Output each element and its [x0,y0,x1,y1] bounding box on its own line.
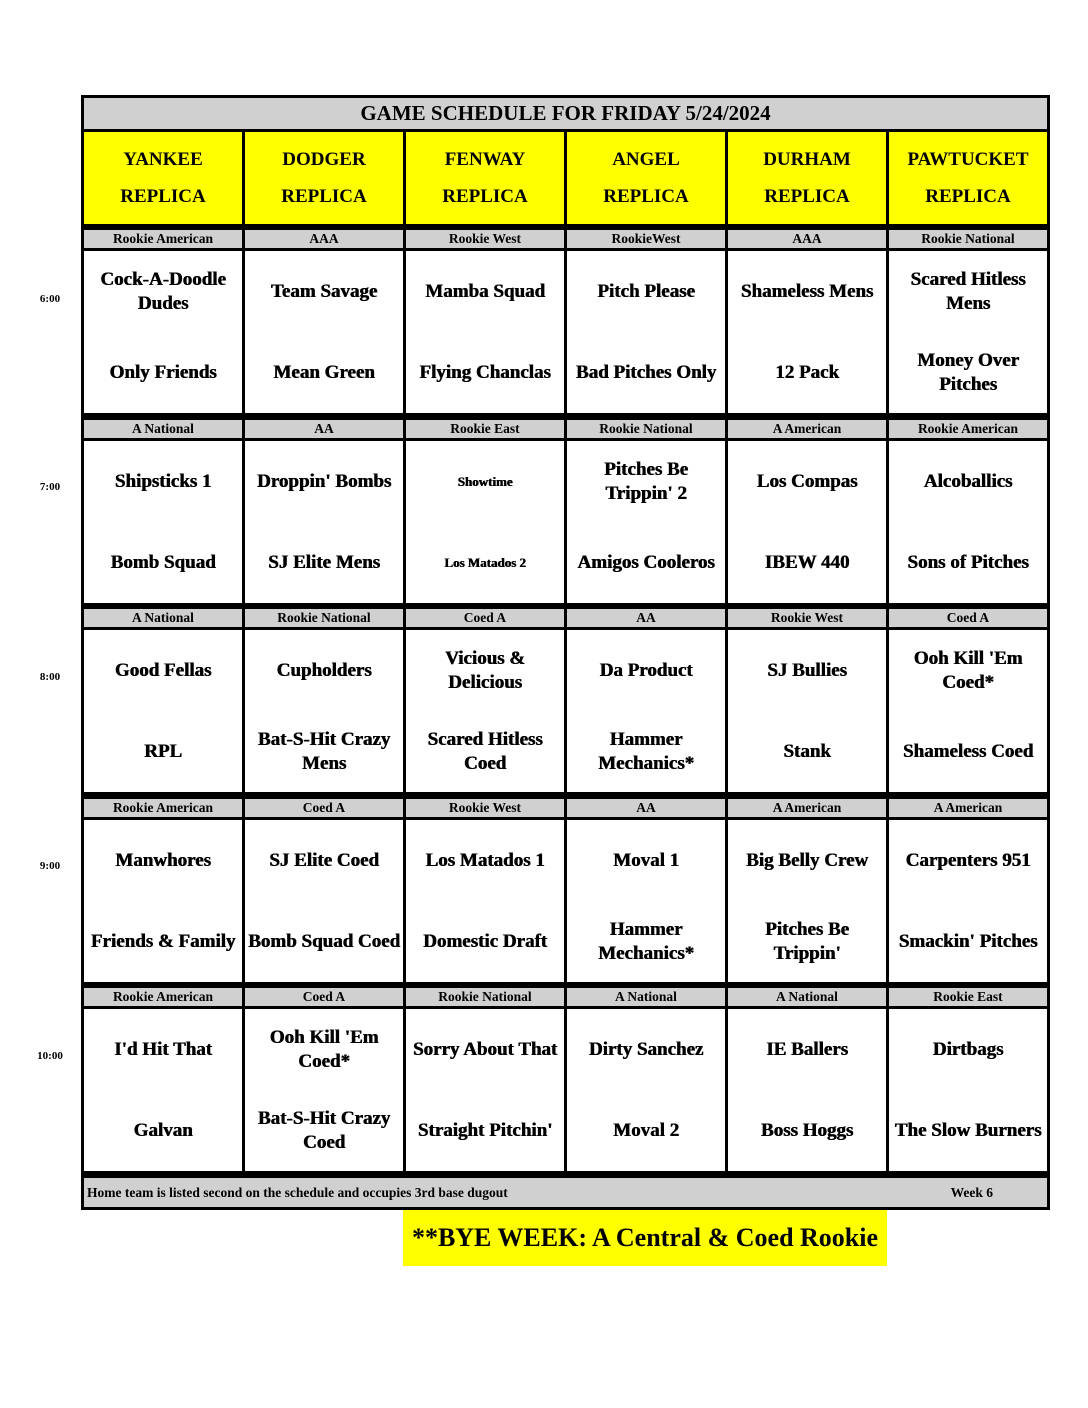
division-label: AA [567,609,725,627]
time-label: 7:00 [39,481,61,493]
away-team: Cock-A-Doodle Dudes [100,268,226,314]
home-team: Shameless Coed [902,740,1034,762]
division-row [84,230,1047,248]
away-team: Shipsticks 1 [114,470,212,492]
game-cell [245,251,403,413]
game-cell [84,820,242,982]
home-team: Scared Hitless Coed [427,728,543,774]
home-team: Only Friends [109,361,217,383]
division-label: Rookie East [889,988,1047,1006]
division-label: A National [728,988,886,1006]
park-name: YANKEE [123,149,203,170]
away-team: SJ Elite Coed [269,849,379,871]
home-team: Hammer Mechanics* [597,728,695,774]
division-label: Coed A [406,609,564,627]
game-cell [567,441,725,603]
game-cell [245,441,403,603]
division-label: A American [728,420,886,438]
division-label: RookieWest [567,230,725,248]
division-label: Rookie West [728,609,886,627]
away-team: Good Fellas [114,659,212,681]
time-label: 8:00 [39,671,61,683]
time-label: 9:00 [39,860,61,872]
division-label: Rookie East [406,420,564,438]
home-team: 12 Pack [775,361,839,383]
division-label: Rookie American [889,420,1047,438]
division-label: Coed A [245,799,403,817]
park-header-durham [728,132,886,224]
away-team: Moval 1 [613,849,679,871]
away-team: Pitches Be Trippin' 2 [604,458,688,504]
away-team: IE Ballers [766,1038,848,1060]
game-cell [84,251,242,413]
division-label: AAA [728,230,886,248]
park-header-fenway [406,132,564,224]
division-label: A American [728,799,886,817]
home-team: Los Matados 2 [444,554,526,570]
home-team: Straight Pitchin' [417,1119,553,1141]
division-label: A American [889,799,1047,817]
game-cell [406,1009,564,1171]
game-cell [245,820,403,982]
division-label: AA [567,799,725,817]
park-subtitle: REPLICA [120,186,206,207]
home-team: RPL [144,740,182,762]
park-header-dodger [245,132,403,224]
division-label: Rookie National [245,609,403,627]
title-row [84,98,1047,129]
away-team: Shameless Mens [740,280,874,302]
game-cell [728,1009,886,1171]
division-label: AA [245,420,403,438]
home-team: Domestic Draft [423,930,547,952]
home-team: Stank [783,740,831,762]
division-label: A National [84,609,242,627]
away-team: Sorry About That [412,1038,558,1060]
away-team: Los Compas [756,470,858,492]
game-row [84,441,1047,603]
game-cell [245,630,403,792]
away-team: Cupholders [276,659,372,681]
division-row [84,988,1047,1006]
home-team: SJ Elite Mens [268,551,380,573]
away-team: Dirty Sanchez [588,1038,704,1060]
schedule-table [81,95,1050,1210]
game-cell [728,441,886,603]
division-row [84,609,1047,627]
division-label: A National [567,988,725,1006]
away-team: Team Savage [270,280,378,302]
division-label: Rookie West [406,230,564,248]
park-header-pawtucket [889,132,1047,224]
game-row [84,820,1047,982]
schedule-title: GAME SCHEDULE FOR FRIDAY 5/24/2024 [84,98,1047,129]
game-cell [567,1009,725,1171]
division-row [84,420,1047,438]
home-team: Mean Green [273,361,375,383]
game-cell [406,820,564,982]
division-label: Rookie West [406,799,564,817]
game-cell [889,820,1047,982]
away-team: Big Belly Crew [745,849,869,871]
game-row [84,251,1047,413]
home-team: Bat-S-Hit Crazy Coed [257,1107,391,1153]
away-team: Carpenters 951 [905,849,1031,871]
division-label: Rookie National [567,420,725,438]
home-team: Moval 2 [613,1119,679,1141]
home-team: Hammer Mechanics* [597,918,695,964]
park-name: DODGER [282,149,366,170]
game-row [84,1009,1047,1171]
game-cell [567,820,725,982]
time-label: 6:00 [39,293,61,305]
division-label: A National [84,420,242,438]
park-name: FENWAY [444,149,526,170]
home-team: Amigos Cooleros [577,551,715,573]
park-subtitle: REPLICA [442,186,528,207]
division-label: Rookie National [889,230,1047,248]
park-name: PAWTUCKET [907,149,1029,170]
away-team: Alcoballics [923,470,1013,492]
division-label: Rookie American [84,988,242,1006]
division-label: Rookie American [84,230,242,248]
park-header-yankee [84,132,242,224]
away-team: Showtime [457,473,513,489]
home-team: IBEW 440 [764,551,850,573]
home-team: Friends & Family [90,930,236,952]
park-name: DURHAM [763,149,851,170]
game-cell [84,630,242,792]
park-header-row [84,132,1047,224]
park-subtitle: REPLICA [925,186,1011,207]
home-team: Pitches Be Trippin' [765,918,849,964]
game-cell [245,1009,403,1171]
footer-row [84,1178,1047,1207]
week-label: Week 6 [950,1184,993,1200]
game-cell [84,1009,242,1171]
division-label: Coed A [245,988,403,1006]
away-team: Mamba Squad [425,280,545,302]
park-subtitle: REPLICA [281,186,367,207]
home-team: Smackin' Pitches [898,930,1038,952]
division-label: Coed A [889,609,1047,627]
home-team-note: Home team is listed second on the schedule and occupies 3rd base dugout [87,1184,508,1200]
home-team: Bat-S-Hit Crazy Mens [257,728,391,774]
park-subtitle: REPLICA [764,186,850,207]
home-team: Boss Hoggs [760,1119,854,1141]
home-team: The Slow Burners [894,1119,1042,1141]
park-header-angel [567,132,725,224]
home-team: Sons of Pitches [907,551,1029,573]
game-cell [406,251,564,413]
away-team: Scared Hitless Mens [910,268,1026,314]
home-team: Bomb Squad Coed [247,930,401,952]
game-cell [406,630,564,792]
park-name: ANGEL [612,149,680,170]
division-label: AAA [245,230,403,248]
game-cell [728,820,886,982]
away-team: Pitch Please [597,280,695,302]
away-team: Ooh Kill 'Em Coed* [913,647,1023,693]
game-cell [728,251,886,413]
away-team: Vicious & Delicious [444,647,526,693]
game-row [84,630,1047,792]
park-subtitle: REPLICA [603,186,689,207]
home-team: Money Over Pitches [917,349,1019,395]
away-team: Droppin' Bombs [256,470,392,492]
footer-band [84,1178,1047,1207]
division-row [84,799,1047,817]
away-team: Da Product [599,659,693,681]
division-label: Rookie American [84,799,242,817]
game-cell [728,630,886,792]
home-team: Galvan [133,1119,193,1141]
game-cell [84,441,242,603]
time-label: 10:00 [37,1050,63,1062]
home-team: Bad Pitches Only [575,361,717,383]
bye-week-banner: **BYE WEEK: A Central & Coed Rookie [403,1210,887,1266]
away-team: Los Matados 1 [425,849,545,871]
home-team: Flying Chanclas [419,361,551,383]
game-cell [889,1009,1047,1171]
home-team: Bomb Squad [110,551,216,573]
away-team: Manwhores [115,849,211,871]
game-cell [406,441,564,603]
away-team: Dirtbags [932,1038,1004,1060]
game-cell [889,630,1047,792]
away-team: Ooh Kill 'Em Coed* [269,1026,379,1072]
game-cell [889,251,1047,413]
game-cell [889,441,1047,603]
game-cell [567,630,725,792]
division-label: Rookie National [406,988,564,1006]
away-team: I'd Hit That [114,1038,212,1060]
game-cell [567,251,725,413]
away-team: SJ Bullies [767,659,847,681]
